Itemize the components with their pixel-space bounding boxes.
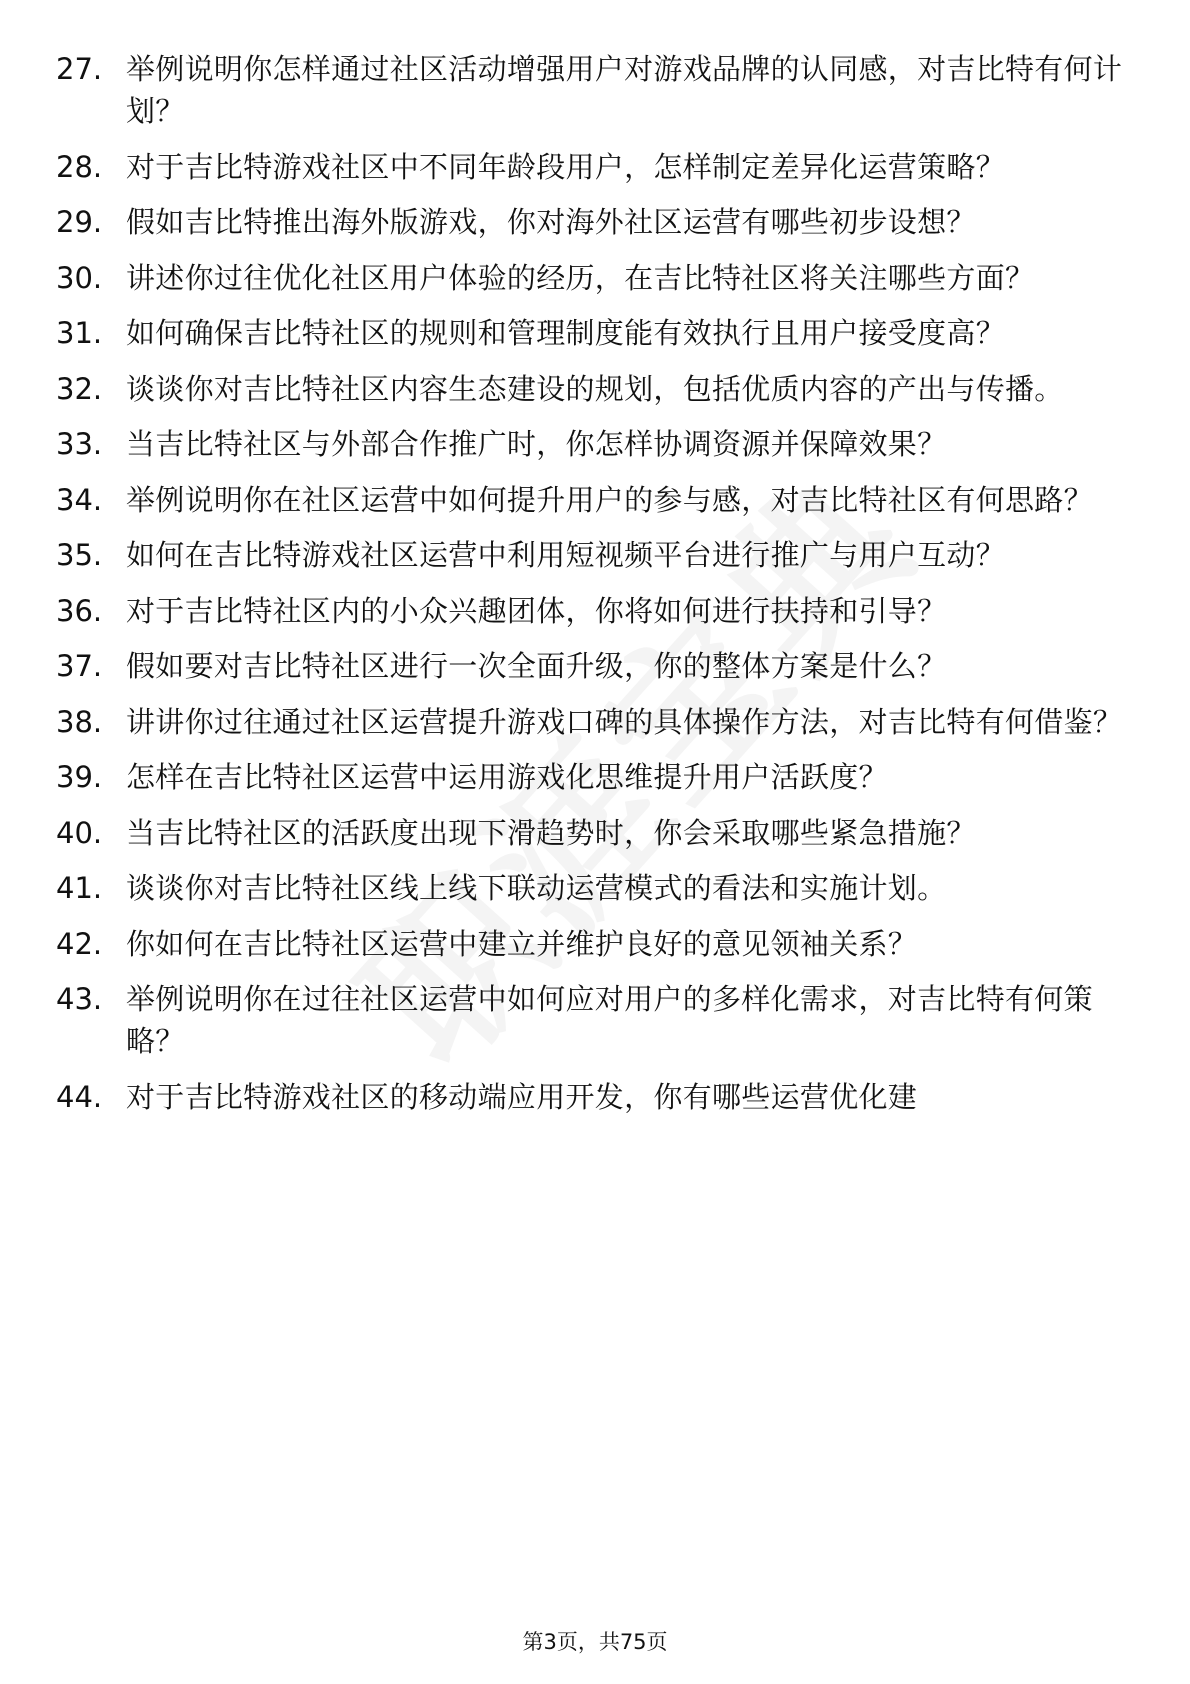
- question-item: [56, 257, 1136, 299]
- question-number: 37.: [56, 649, 103, 683]
- question-text: 假如吉比特推出海外版游戏，你对海外社区运营有哪些初步设想？: [126, 205, 976, 239]
- question-number: 39.: [56, 760, 103, 794]
- question-item: [56, 312, 1136, 354]
- question-item: [56, 201, 1136, 243]
- question-number: 33.: [56, 427, 103, 461]
- question-number: 31.: [56, 316, 103, 350]
- question-item: [56, 756, 1136, 798]
- question-text: 如何在吉比特游戏社区运营中利用短视频平台进行推广与用户互动？: [126, 538, 1006, 572]
- question-text: 当吉比特社区的活跃度出现下滑趋势时，你会采取哪些紧急措施？: [126, 815, 976, 850]
- question-item: [56, 479, 1136, 521]
- question-text: 谈谈你对吉比特社区内容生态建设的规划，包括优质内容的产出与传播。: [126, 371, 1064, 406]
- question-text: 对于吉比特游戏社区中不同年龄段用户，怎样制定差异化运营策略？: [126, 149, 1006, 184]
- question-item: [56, 534, 1136, 576]
- question-item: [56, 48, 1136, 132]
- question-item: [56, 368, 1136, 410]
- question-number: 43.: [56, 982, 103, 1016]
- page-footer: 第3页，共75页: [522, 1630, 668, 1654]
- question-text: 举例说明你在社区运营中如何提升用户的参与感，对吉比特社区有何思路？: [126, 482, 1093, 517]
- question-text: 举例说明你怎样通过社区活动增强用户对游戏品牌的认同感，对吉比特有何计划？: [126, 52, 1123, 128]
- question-number: 32.: [56, 371, 103, 406]
- question-item: [56, 1076, 1136, 1118]
- question-number: 36.: [56, 593, 103, 628]
- question-item: [56, 645, 1136, 687]
- question-number: 28.: [56, 149, 103, 184]
- question-number: 44.: [56, 1079, 103, 1114]
- question-number: 38.: [56, 704, 103, 739]
- question-item: [56, 146, 1136, 188]
- question-text: 假如要对吉比特社区进行一次全面升级，你的整体方案是什么？: [126, 649, 947, 683]
- question-text: 对于吉比特游戏社区的移动端应用开发，你有哪些运营优化建: [126, 1079, 918, 1114]
- question-text: 当吉比特社区与外部合作推广时，你怎样协调资源并保障效果？: [126, 427, 947, 461]
- question-number: 40.: [56, 815, 103, 850]
- question-number: 35.: [56, 538, 103, 572]
- question-text: 举例说明你在过往社区运营中如何应对用户的多样化需求，对吉比特有何策略？: [126, 982, 1093, 1058]
- question-text: 谈谈你对吉比特社区线上线下联动运营模式的看法和实施计划。: [126, 871, 947, 905]
- question-item: [56, 701, 1136, 743]
- question-number: 27.: [56, 52, 103, 86]
- question-text: 怎样在吉比特社区运营中运用游戏化思维提升用户活跃度？: [126, 760, 888, 794]
- question-item: [56, 978, 1136, 1062]
- question-number: 41.: [56, 871, 103, 905]
- question-text: 对于吉比特社区内的小众兴趣团体，你将如何进行扶持和引导？: [126, 593, 947, 628]
- question-number: 34.: [56, 482, 103, 517]
- question-item: [56, 923, 1136, 965]
- question-list: [56, 48, 1136, 1131]
- question-item: [56, 867, 1136, 909]
- question-item: [56, 590, 1136, 632]
- question-number: 42.: [56, 926, 103, 961]
- question-text: 你如何在吉比特社区运营中建立并维护良好的意见领袖关系？: [126, 926, 918, 961]
- question-number: 29.: [56, 205, 103, 239]
- question-text: 讲讲你过往通过社区运营提升游戏口碑的具体操作方法，对吉比特有何借鉴？: [126, 704, 1123, 739]
- question-item: [56, 812, 1136, 854]
- question-text: 如何确保吉比特社区的规则和管理制度能有效执行且用户接受度高？: [126, 316, 1006, 350]
- question-text: 讲述你过往优化社区用户体验的经历，在吉比特社区将关注哪些方面？: [126, 260, 1035, 295]
- question-number: 30.: [56, 260, 103, 295]
- question-item: [56, 423, 1136, 465]
